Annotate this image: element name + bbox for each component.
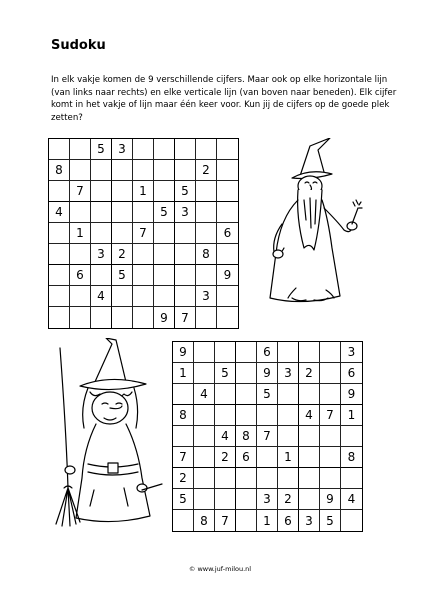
sudoku-cell: 1 [173, 363, 194, 384]
sudoku-cell [341, 468, 362, 489]
footer-copyright: © www.juf-milou.nl [188, 565, 252, 573]
sudoku-cell: 3 [196, 286, 217, 307]
sudoku-cell: 1 [257, 510, 278, 531]
sudoku-cell [278, 468, 299, 489]
sudoku-cell [175, 286, 196, 307]
sudoku-cell [217, 160, 238, 181]
sudoku-cell: 6 [236, 447, 257, 468]
sudoku-cell: 7 [320, 405, 341, 426]
sudoku-cell [154, 181, 175, 202]
sudoku-cell: 8 [173, 405, 194, 426]
sudoku-cell [70, 202, 91, 223]
sudoku-cell: 7 [173, 447, 194, 468]
sudoku-cell [196, 223, 217, 244]
sudoku-cell: 8 [236, 426, 257, 447]
sudoku-cell [154, 160, 175, 181]
wizard-illustration [252, 138, 372, 308]
sudoku-cell [194, 426, 215, 447]
sudoku-cell: 5 [320, 510, 341, 531]
sudoku-cell: 3 [278, 363, 299, 384]
sudoku-cell [215, 342, 236, 363]
sudoku-cell [70, 307, 91, 328]
sudoku-cell: 4 [215, 426, 236, 447]
sudoku-cell [112, 202, 133, 223]
sudoku-cell: 1 [278, 447, 299, 468]
sudoku-cell: 9 [217, 265, 238, 286]
sudoku-cell [299, 489, 320, 510]
sudoku-cell [196, 181, 217, 202]
sudoku-cell [196, 307, 217, 328]
sudoku-cell [299, 426, 320, 447]
sudoku-cell: 7 [133, 223, 154, 244]
sudoku-cell [173, 426, 194, 447]
sudoku-cell [112, 223, 133, 244]
sudoku-cell [236, 405, 257, 426]
sudoku-cell [299, 468, 320, 489]
sudoku-cell [91, 307, 112, 328]
sudoku-cell: 9 [154, 307, 175, 328]
sudoku-cell [257, 447, 278, 468]
sudoku-cell: 8 [341, 447, 362, 468]
sudoku-cell [49, 265, 70, 286]
sudoku-cell [217, 139, 238, 160]
sudoku-cell [112, 286, 133, 307]
sudoku-cell [320, 426, 341, 447]
sudoku-grid-1 [48, 138, 239, 329]
sudoku-cell: 5 [175, 181, 196, 202]
sudoku-cell [175, 223, 196, 244]
sudoku-cell [175, 244, 196, 265]
sudoku-cell [320, 342, 341, 363]
sudoku-cell [175, 160, 196, 181]
sudoku-cell [91, 202, 112, 223]
sudoku-cell [257, 405, 278, 426]
sudoku-cell [215, 405, 236, 426]
sudoku-cell [236, 342, 257, 363]
sudoku-cell: 5 [257, 384, 278, 405]
sudoku-cell [236, 510, 257, 531]
sudoku-cell: 2 [278, 489, 299, 510]
sudoku-cell: 2 [215, 447, 236, 468]
sudoku-cell: 4 [49, 202, 70, 223]
sudoku-cell [196, 265, 217, 286]
instructions-text: In elk vakje komen de 9 verschillende cijfers. Maar ook op elke horizontale lijn (van links naar rechts) en elke verticale lijn (van boven naar beneden). Elk cijfer komt in het vakje of lijn maar één keer voor. Kun jij de cijfers op de goede plek zetten? [51, 75, 397, 123]
sudoku-cell: 3 [112, 139, 133, 160]
sudoku-cell [236, 468, 257, 489]
sudoku-cell [196, 139, 217, 160]
sudoku-cell: 5 [91, 139, 112, 160]
sudoku-cell [236, 384, 257, 405]
sudoku-cell [112, 160, 133, 181]
sudoku-cell [133, 286, 154, 307]
sudoku-cell: 3 [341, 342, 362, 363]
sudoku-cell: 4 [91, 286, 112, 307]
sudoku-cell: 6 [70, 265, 91, 286]
sudoku-cell [278, 405, 299, 426]
sudoku-cell: 4 [341, 489, 362, 510]
sudoku-cell [194, 342, 215, 363]
sudoku-cell: 3 [175, 202, 196, 223]
sudoku-cell [175, 265, 196, 286]
sudoku-cell [173, 510, 194, 531]
sudoku-cell [215, 468, 236, 489]
sudoku-cell: 9 [320, 489, 341, 510]
sudoku-cell: 5 [112, 265, 133, 286]
sudoku-cell: 1 [70, 223, 91, 244]
sudoku-cell [133, 244, 154, 265]
sudoku-cell: 1 [133, 181, 154, 202]
sudoku-cell [236, 363, 257, 384]
sudoku-cell [154, 139, 175, 160]
sudoku-cell: 2 [112, 244, 133, 265]
sudoku-cell [299, 447, 320, 468]
sudoku-cell [175, 139, 196, 160]
sudoku-cell [194, 405, 215, 426]
sudoku-cell [133, 265, 154, 286]
sudoku-cell [70, 286, 91, 307]
sudoku-cell [217, 181, 238, 202]
sudoku-cell [341, 426, 362, 447]
sudoku-cell [194, 447, 215, 468]
sudoku-cell: 6 [278, 510, 299, 531]
sudoku-cell [112, 307, 133, 328]
sudoku-cell: 6 [341, 363, 362, 384]
sudoku-cell [320, 384, 341, 405]
sudoku-cell [194, 363, 215, 384]
sudoku-cell [70, 160, 91, 181]
sudoku-cell [320, 468, 341, 489]
sudoku-cell: 9 [257, 363, 278, 384]
sudoku-cell [70, 139, 91, 160]
sudoku-cell [215, 384, 236, 405]
sudoku-cell [112, 181, 133, 202]
sudoku-cell: 7 [70, 181, 91, 202]
sudoku-cell: 8 [49, 160, 70, 181]
sudoku-cell: 8 [196, 244, 217, 265]
sudoku-cell: 2 [173, 468, 194, 489]
sudoku-cell [299, 384, 320, 405]
sudoku-cell: 4 [299, 405, 320, 426]
page-title: Sudoku [51, 38, 106, 53]
sudoku-cell [299, 342, 320, 363]
sudoku-cell [91, 181, 112, 202]
sudoku-cell [49, 286, 70, 307]
sudoku-cell: 9 [341, 384, 362, 405]
sudoku-cell [173, 384, 194, 405]
sudoku-cell [217, 307, 238, 328]
sudoku-cell: 4 [194, 384, 215, 405]
sudoku-cell [278, 342, 299, 363]
sudoku-cell: 7 [257, 426, 278, 447]
sudoku-cell: 6 [217, 223, 238, 244]
sudoku-cell [320, 447, 341, 468]
sudoku-cell [49, 307, 70, 328]
sudoku-cell [70, 244, 91, 265]
sudoku-cell [217, 244, 238, 265]
sudoku-cell: 5 [173, 489, 194, 510]
sudoku-cell: 5 [154, 202, 175, 223]
sudoku-cell: 2 [299, 363, 320, 384]
sudoku-cell [196, 202, 217, 223]
sudoku-cell: 8 [194, 510, 215, 531]
sudoku-cell: 1 [341, 405, 362, 426]
sudoku-cell [194, 468, 215, 489]
sudoku-cell [217, 286, 238, 307]
sudoku-cell: 5 [215, 363, 236, 384]
sudoku-cell [215, 489, 236, 510]
sudoku-cell [278, 426, 299, 447]
sudoku-cell [133, 160, 154, 181]
sudoku-cell: 7 [175, 307, 196, 328]
sudoku-cell [91, 265, 112, 286]
sudoku-cell [49, 181, 70, 202]
sudoku-cell [133, 202, 154, 223]
sudoku-cell [133, 307, 154, 328]
witch-illustration [54, 338, 166, 528]
sudoku-cell [154, 223, 175, 244]
sudoku-cell [49, 223, 70, 244]
sudoku-cell [49, 139, 70, 160]
sudoku-cell [194, 489, 215, 510]
sudoku-cell [91, 223, 112, 244]
sudoku-cell [278, 384, 299, 405]
sudoku-cell: 3 [257, 489, 278, 510]
sudoku-cell: 7 [215, 510, 236, 531]
sudoku-cell: 3 [299, 510, 320, 531]
sudoku-cell [257, 468, 278, 489]
sudoku-cell: 3 [91, 244, 112, 265]
sudoku-cell [217, 202, 238, 223]
sudoku-cell [91, 160, 112, 181]
sudoku-grid-2 [172, 341, 363, 532]
sudoku-cell [49, 244, 70, 265]
sudoku-cell: 9 [173, 342, 194, 363]
sudoku-cell [341, 510, 362, 531]
sudoku-cell [154, 286, 175, 307]
sudoku-cell: 6 [257, 342, 278, 363]
sudoku-cell [236, 489, 257, 510]
sudoku-cell: 2 [196, 160, 217, 181]
sudoku-cell [320, 363, 341, 384]
sudoku-cell [154, 244, 175, 265]
sudoku-cell [133, 139, 154, 160]
sudoku-cell [154, 265, 175, 286]
